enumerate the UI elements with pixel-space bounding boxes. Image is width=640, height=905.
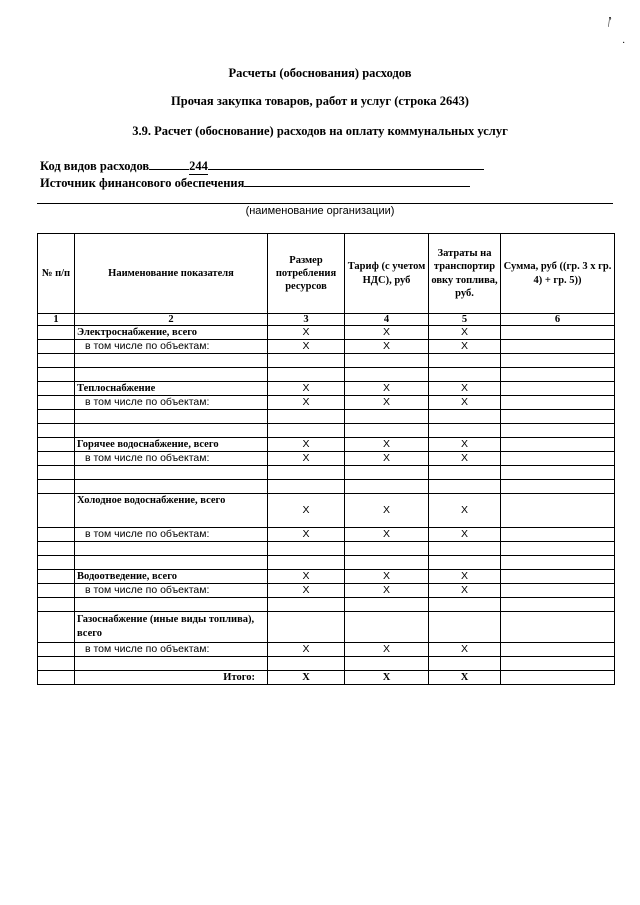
consumption-cell	[268, 368, 345, 382]
consumption-cell	[268, 542, 345, 556]
document-subtitle: Прочая закупка товаров, работ и услуг (строка 2643)	[171, 94, 469, 108]
transport-cell	[429, 424, 501, 438]
row-number-cell	[38, 480, 75, 494]
expense-code-label: Код видов расходов	[40, 159, 150, 173]
organization-line	[37, 203, 613, 204]
transport-cell	[429, 466, 501, 480]
consumption-cell: X	[268, 570, 345, 584]
transport-cell	[429, 598, 501, 612]
tariff-cell	[345, 657, 429, 671]
col-number: 1	[38, 314, 75, 326]
row-number-cell	[38, 410, 75, 424]
consumption-cell	[268, 354, 345, 368]
col-number: 3	[268, 314, 345, 326]
sum-cell	[501, 368, 615, 382]
tariff-cell: X	[345, 382, 429, 396]
sum-cell	[501, 424, 615, 438]
transport-cell: X	[429, 382, 501, 396]
sum-cell	[501, 542, 615, 556]
row-number-cell	[38, 368, 75, 382]
consumption-cell: X	[268, 494, 345, 528]
sum-cell	[501, 382, 615, 396]
sum-cell	[501, 452, 615, 466]
row-name-cell	[75, 466, 268, 480]
consumption-cell	[268, 657, 345, 671]
col-header-tariff: Тариф (с учетом НДС), руб	[345, 234, 429, 314]
row-number-cell	[38, 466, 75, 480]
transport-cell	[429, 480, 501, 494]
row-number-cell	[38, 326, 75, 340]
consumption-cell	[268, 556, 345, 570]
consumption-cell: X	[268, 643, 345, 657]
utilities-table	[37, 233, 615, 685]
scan-mark-dot: ·	[622, 38, 626, 49]
table-row	[38, 528, 615, 542]
consumption-cell: X	[268, 584, 345, 598]
consumption-cell: X	[268, 528, 345, 542]
table-row	[38, 556, 615, 570]
tariff-cell: X	[345, 340, 429, 354]
tariff-cell	[345, 542, 429, 556]
expense-code-underline	[208, 158, 484, 170]
row-number-cell	[38, 570, 75, 584]
table-row	[38, 657, 615, 671]
row-number-cell	[38, 542, 75, 556]
tariff-cell: X	[345, 396, 429, 410]
transport-cell	[429, 354, 501, 368]
consumption-cell: X	[268, 438, 345, 452]
table-row	[38, 598, 615, 612]
row-number-cell	[38, 598, 75, 612]
table-row	[38, 452, 615, 466]
table-row	[38, 326, 615, 340]
sum-cell	[501, 396, 615, 410]
sum-cell	[501, 340, 615, 354]
consumption-cell	[268, 466, 345, 480]
consumption-cell: X	[268, 340, 345, 354]
sum-cell	[501, 480, 615, 494]
sum-cell	[501, 354, 615, 368]
row-name-cell	[75, 556, 268, 570]
row-name-cell: Холодное водоснабжение, всего	[75, 494, 268, 528]
column-number-row	[38, 314, 615, 326]
transport-cell	[429, 542, 501, 556]
row-name-cell	[75, 368, 268, 382]
table-row	[38, 396, 615, 410]
row-name-cell	[75, 410, 268, 424]
consumption-cell	[268, 598, 345, 612]
table-row	[38, 340, 615, 354]
funding-source-line	[40, 175, 470, 191]
tariff-cell: X	[345, 452, 429, 466]
col-header-number: № п/п	[38, 234, 75, 314]
tariff-cell	[345, 410, 429, 424]
funding-source-underline	[244, 175, 470, 187]
transport-cell: X	[429, 584, 501, 598]
tariff-cell	[345, 556, 429, 570]
transport-cell: X	[429, 438, 501, 452]
table-row	[38, 570, 615, 584]
row-number-cell	[38, 657, 75, 671]
row-name-cell: в том числе по объектам:	[75, 643, 268, 657]
tariff-cell: X	[345, 438, 429, 452]
row-name-cell	[75, 424, 268, 438]
consumption-cell: X	[268, 396, 345, 410]
row-number-cell	[38, 396, 75, 410]
col-number: 6	[501, 314, 615, 326]
expense-code-line	[40, 158, 484, 175]
sum-cell	[501, 438, 615, 452]
col-header-transport: Затраты на транспортир овку топлива, руб.	[429, 234, 501, 314]
organization-caption: (наименование организации)	[245, 205, 395, 217]
total-consumption-cell: X	[268, 671, 345, 685]
row-number-cell	[38, 643, 75, 657]
table-row	[38, 480, 615, 494]
col-number: 4	[345, 314, 429, 326]
sum-cell	[501, 657, 615, 671]
table-row	[38, 424, 615, 438]
consumption-cell	[268, 424, 345, 438]
transport-cell	[429, 556, 501, 570]
row-number-cell	[38, 382, 75, 396]
sum-cell	[501, 612, 615, 643]
scan-mark: ⁄’	[604, 13, 617, 29]
row-name-cell: Теплоснабжение	[75, 382, 268, 396]
total-transport-cell: X	[429, 671, 501, 685]
transport-cell	[429, 612, 501, 643]
tariff-cell	[345, 354, 429, 368]
tariff-cell	[345, 612, 429, 643]
transport-cell: X	[429, 570, 501, 584]
row-number-cell	[38, 671, 75, 685]
sum-cell	[501, 326, 615, 340]
tariff-cell: X	[345, 584, 429, 598]
table-header-row	[38, 234, 615, 314]
expense-code-value: 244	[189, 159, 208, 173]
tariff-cell: X	[345, 570, 429, 584]
document-title: Расчеты (обоснования) расходов	[228, 66, 412, 80]
row-name-cell: в том числе по объектам:	[75, 584, 268, 598]
tariff-cell	[345, 466, 429, 480]
transport-cell: X	[429, 340, 501, 354]
consumption-cell	[268, 612, 345, 643]
table-row	[38, 354, 615, 368]
table-row	[38, 466, 615, 480]
sum-cell	[501, 570, 615, 584]
consumption-cell: X	[268, 326, 345, 340]
row-name-cell: в том числе по объектам:	[75, 396, 268, 410]
row-number-cell	[38, 584, 75, 598]
sum-cell	[501, 528, 615, 542]
sum-cell	[501, 466, 615, 480]
row-number-cell	[38, 438, 75, 452]
table-row	[38, 410, 615, 424]
row-name-cell	[75, 657, 268, 671]
col-header-name: Наименование показателя	[75, 234, 268, 314]
total-tariff-cell: X	[345, 671, 429, 685]
transport-cell	[429, 368, 501, 382]
table-row	[38, 612, 615, 643]
sum-cell	[501, 494, 615, 528]
row-number-cell	[38, 528, 75, 542]
row-name-cell: Газоснабжение (иные виды топлива), всего	[75, 612, 268, 643]
table-row	[38, 494, 615, 528]
transport-cell: X	[429, 528, 501, 542]
col-header-consumption: Размер потребления ресурсов	[268, 234, 345, 314]
row-number-cell	[38, 424, 75, 438]
row-number-cell	[38, 556, 75, 570]
row-number-cell	[38, 340, 75, 354]
col-number: 5	[429, 314, 501, 326]
sum-cell	[501, 556, 615, 570]
row-name-cell	[75, 480, 268, 494]
funding-source-label: Источник финансового обеспечения	[40, 176, 245, 190]
tariff-cell	[345, 368, 429, 382]
table-row	[38, 643, 615, 657]
total-label: Итого:	[75, 671, 268, 685]
tariff-cell	[345, 598, 429, 612]
consumption-cell	[268, 480, 345, 494]
table-row	[38, 382, 615, 396]
sum-cell	[501, 584, 615, 598]
row-number-cell	[38, 494, 75, 528]
row-number-cell	[38, 452, 75, 466]
consumption-cell: X	[268, 452, 345, 466]
table-row	[38, 438, 615, 452]
tariff-cell: X	[345, 643, 429, 657]
row-number-cell	[38, 612, 75, 643]
consumption-cell: X	[268, 382, 345, 396]
row-name-cell: в том числе по объектам:	[75, 340, 268, 354]
tariff-cell: X	[345, 494, 429, 528]
row-name-cell	[75, 542, 268, 556]
total-row	[38, 671, 615, 685]
tariff-cell: X	[345, 528, 429, 542]
row-name-cell: в том числе по объектам:	[75, 528, 268, 542]
row-number-cell	[38, 354, 75, 368]
transport-cell	[429, 657, 501, 671]
transport-cell: X	[429, 494, 501, 528]
expense-code-blank	[149, 158, 189, 170]
transport-cell: X	[429, 452, 501, 466]
row-name-cell: Электроснабжение, всего	[75, 326, 268, 340]
sum-cell	[501, 598, 615, 612]
tariff-cell	[345, 480, 429, 494]
transport-cell: X	[429, 396, 501, 410]
row-name-cell: Горячее водоснабжение, всего	[75, 438, 268, 452]
sum-cell	[501, 410, 615, 424]
transport-cell: X	[429, 643, 501, 657]
table-row	[38, 584, 615, 598]
total-sum-cell	[501, 671, 615, 685]
row-name-cell	[75, 354, 268, 368]
table-row	[38, 542, 615, 556]
tariff-cell: X	[345, 326, 429, 340]
col-header-sum: Сумма, руб ((гр. 3 х гр. 4) + гр. 5))	[501, 234, 615, 314]
sum-cell	[501, 643, 615, 657]
section-title: 3.9. Расчет (обоснование) расходов на оплату коммунальных услуг	[132, 124, 508, 138]
col-number: 2	[75, 314, 268, 326]
tariff-cell	[345, 424, 429, 438]
transport-cell	[429, 410, 501, 424]
consumption-cell	[268, 410, 345, 424]
row-name-cell: Водоотведение, всего	[75, 570, 268, 584]
row-name-cell	[75, 598, 268, 612]
transport-cell: X	[429, 326, 501, 340]
table-row	[38, 368, 615, 382]
row-name-cell: в том числе по объектам:	[75, 452, 268, 466]
